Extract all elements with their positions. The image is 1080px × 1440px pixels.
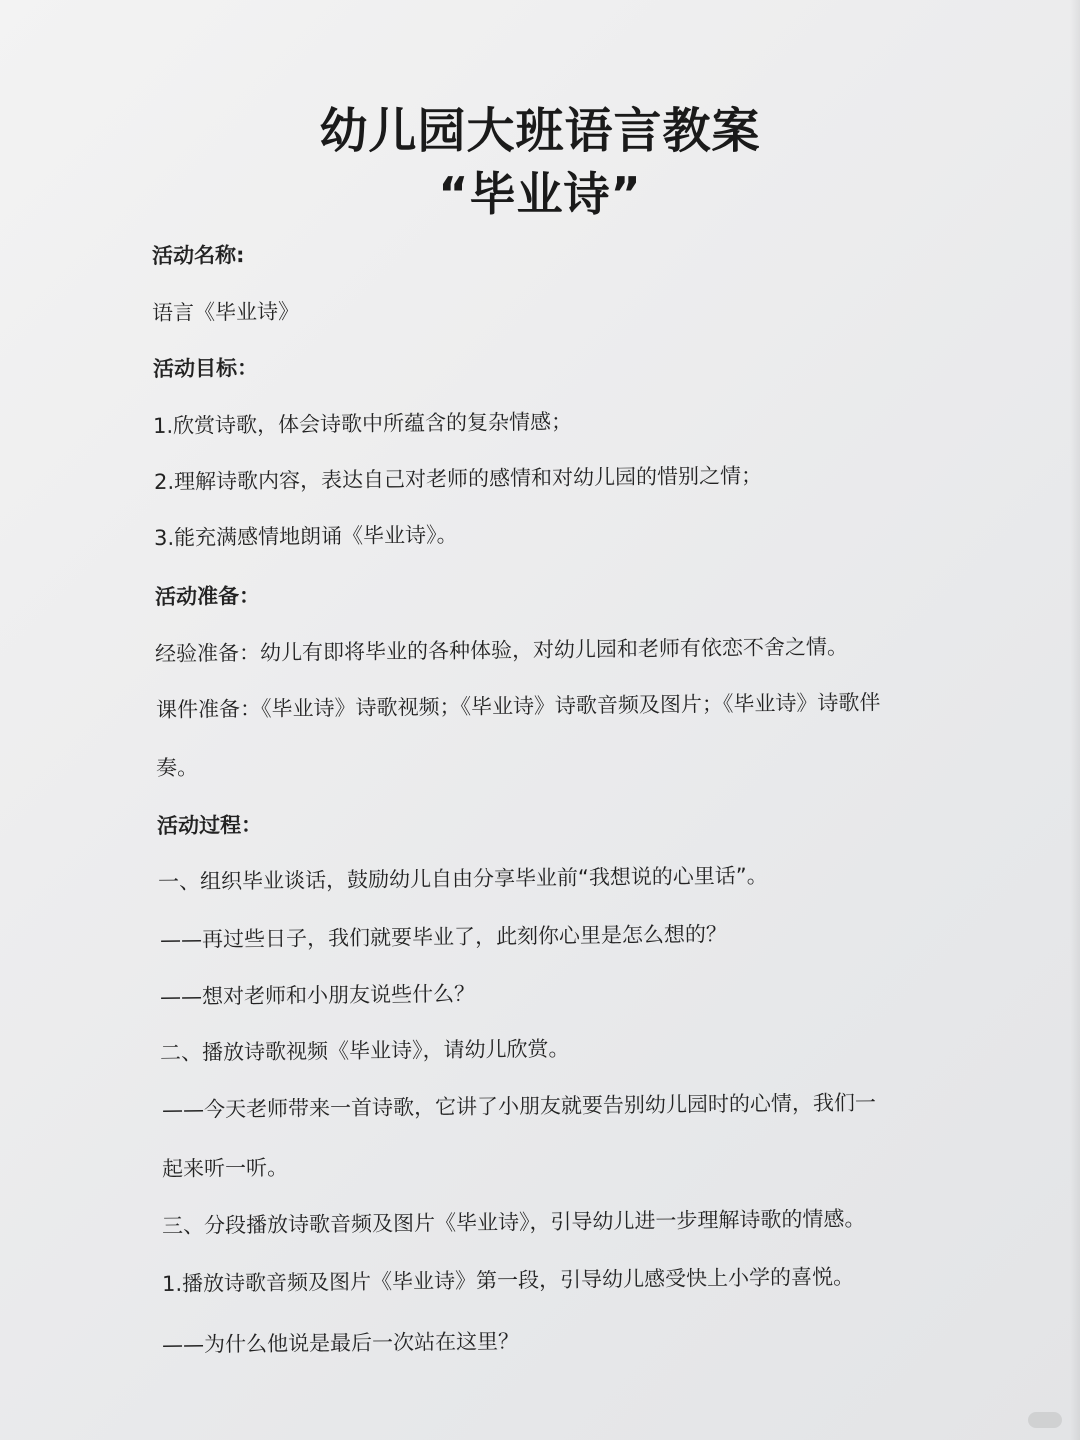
process-line: 一、组织毕业谈话，鼓励幼儿自由分享毕业前“我想说的心里话”。 — [157, 863, 768, 894]
goal-item: 1.欣赏诗歌，体会诗歌中所蕴含的复杂情感； — [152, 409, 573, 438]
activity-goal-heading: 活动目标： — [152, 355, 259, 381]
activity-name-value: 语言《毕业诗》 — [151, 299, 300, 325]
activity-name-heading: 活动名称: — [151, 243, 245, 268]
process-line: ——想对老师和小朋友说些什么？ — [159, 981, 476, 1009]
process-line: 二、播放诗歌视频《毕业诗》，请幼儿欣赏。 — [159, 1036, 570, 1065]
document-subtitle: “毕业诗” — [438, 167, 642, 221]
process-line: ——今天老师带来一首诗歌，它讲了小朋友就要告别幼儿园时的心情，我们一 — [161, 1090, 877, 1122]
process-line: 三、分段播放诗歌音频及图片《毕业诗》，引导幼儿进一步理解诗歌的情感。 — [161, 1206, 866, 1238]
process-line: ——为什么他说是最后一次站在这里？ — [161, 1329, 520, 1357]
activity-prep-heading: 活动准备： — [154, 583, 261, 609]
corner-watermark — [1028, 1412, 1062, 1428]
process-line: ——再过些日子，我们就要毕业了，此刻你心里是怎么想的？ — [159, 922, 728, 952]
prep-experience: 经验准备：幼儿有即将毕业的各种体验，对幼儿园和老师有依恋不舍之情。 — [154, 634, 849, 666]
activity-process-heading: 活动过程： — [156, 812, 263, 838]
goal-item: 3.能充满感情地朗诵《毕业诗》。 — [153, 522, 458, 550]
prep-courseware-continued: 奏。 — [155, 755, 199, 780]
process-line: 1.播放诗歌音频及图片《毕业诗》第一段，引导幼儿感受快上小学的喜悦。 — [161, 1264, 855, 1296]
document-title: 幼儿园大班语言教案 — [319, 103, 761, 159]
process-line: 起来听一听。 — [161, 1155, 289, 1181]
goal-item: 2.理解诗歌内容，表达自己对老师的感情和对幼儿园的惜别之情； — [153, 463, 763, 494]
prep-courseware: 课件准备：《毕业诗》诗歌视频；《毕业诗》诗歌音频及图片；《毕业诗》诗歌伴 — [155, 690, 881, 722]
